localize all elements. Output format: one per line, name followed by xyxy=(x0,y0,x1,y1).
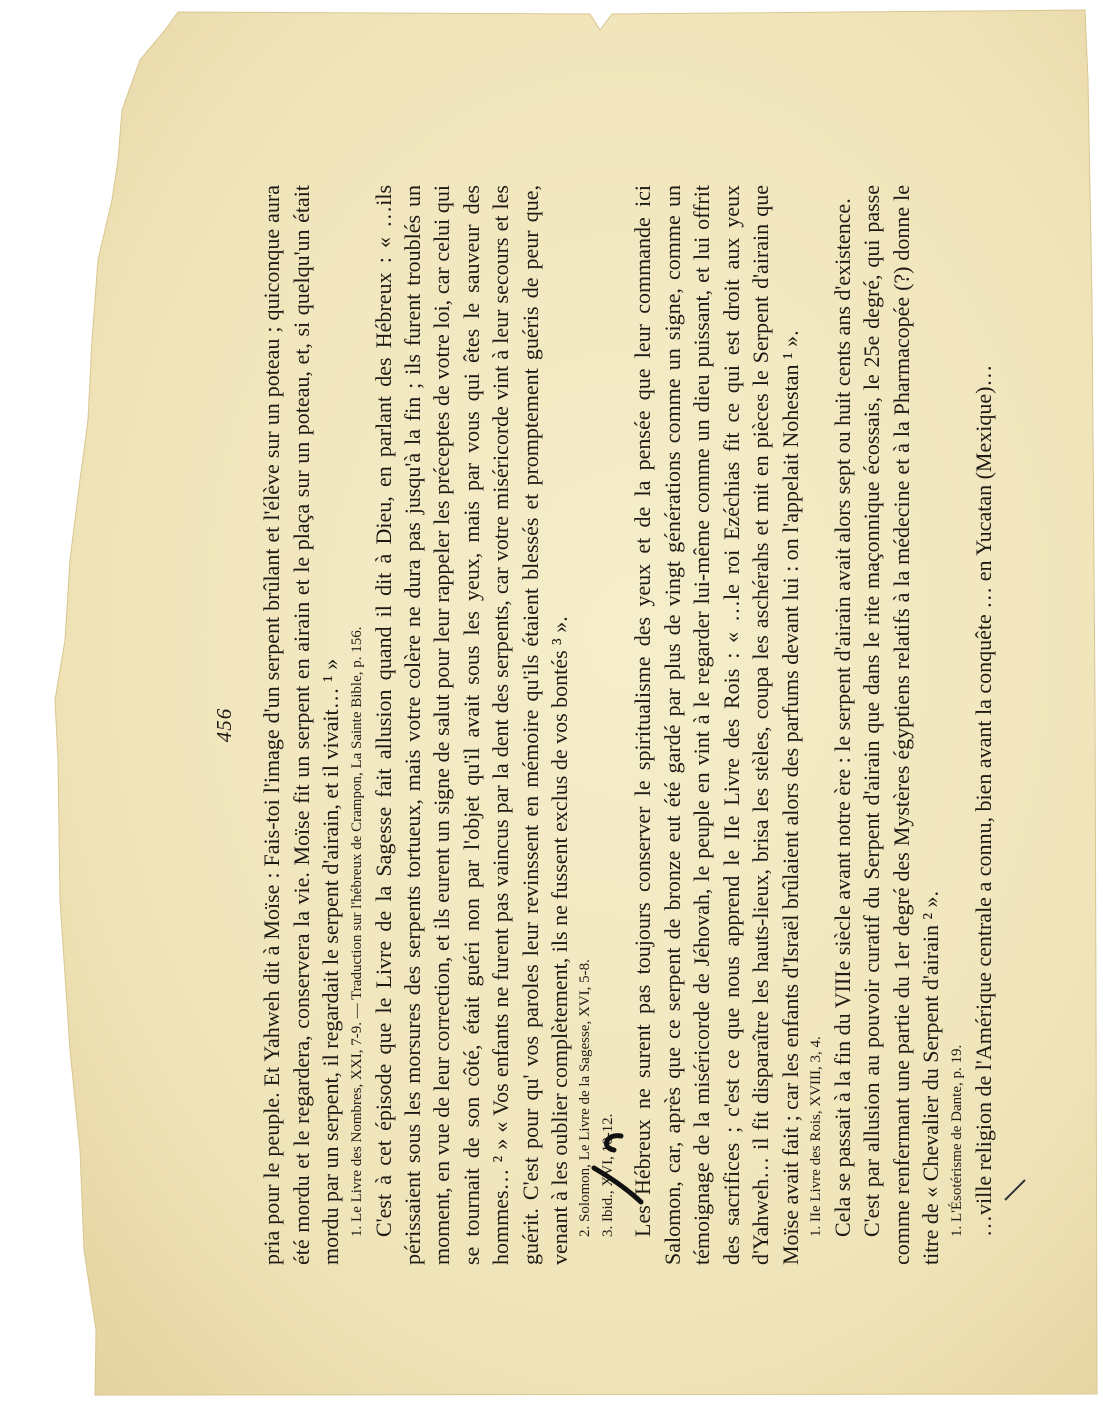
paragraph-1: pria pour le peuple. Et Yahweh dit à Moïse : Fais-toi l'image d'un serpent brûlant et l'élève sur un poteau ; quiconque aura été mordu et le regardera, conservera la vie. Moïse fit un serpent en airain et le plaça sur un poteau, et, si quelqu'un était mordu par un serpent, il regardait le serpent d'airain, et il vivait… ¹ » xyxy=(259,185,344,1265)
footnote-1: 1. Le Livre des Nombres, XXI, 7-9. — Traduction sur l'hébreux de Crampon, La Sainte Bible, p. 156. xyxy=(348,626,365,1237)
page-number: 456 xyxy=(212,707,236,743)
footnote-2: 2. Solomon, Le Livre de la Sagesse, XVI, 5-8. xyxy=(577,959,594,1237)
footnote-5: 1. L'Ésotérisme de Dante, p. 19. xyxy=(948,1044,965,1237)
paragraph-3: Les Hébreux ne surent pas toujours conserver le spiritualisme des yeux et de la pensée que leur commande ici Salomon, car, après que ce serpent de bronze eut été gardé par plus de vingt générations comme un signe, comme un témoignage de la miséricorde de Jéhovah, le peuple en vint à le regarder lui-même comme un dieu puissant, et lui offrit des sacrifices ; c'est ce que nous apprend le IIe Livre des Rois : « …le roi Ezéchias fit ce qui est droit aux yeux d'Yahweh… il fit disparaître les hauts-lieux, brisa les stèles, coupa les aschérahs et mit en pièces le Serpent d'airain que Moïse avait fait ; car les enfants d'Israël brûlaient alors des parfums devant lui : on l'appelait Nohestan ¹ ». xyxy=(630,185,803,1265)
footnote-3: 3. Ibid., XVI, 10-12. xyxy=(600,1113,617,1237)
paragraph-6: …ville religion de l'Amérique centrale a connu, bien avant la conquête … en Yucatan (Mexique)… xyxy=(970,364,996,1237)
paragraph-2: C'est à cet épisode que le Livre de la Sagesse fait allusion quand il dit à Dieu, en parlant des Hébreux : « …ils périssaient sous les morsures des serpents tortueux, mais votre colère ne dura pas jusqu'à la fin ; ils furent troublés un moment, en vue de leur correction, et ils eurent un signe de salut pour leur rappeler les préceptes de votre loi, car celui qui se tournait de son côté, était guéri non par l'objet qu'il avait sous les yeux, mais par vous qui êtes le sauveur des hommes… ² » « Vos enfants ne furent pas vaincus par la dent des serpents, car votre miséricorde vint à leur secours et les guérit. C'est pour qu' vos paroles leur revinssent en mémoire qu'ils étaient blessés et promptement guéris de peur que, venant à les oublier complètement, ils ne fussent exclus de vos bontés ³ ». xyxy=(370,185,573,1265)
paragraph-4: Cela se passait à la fin du VIIIe siècle avant notre ère : le serpent d'airain avait alors sept ou huit cents ans d'existence. xyxy=(829,198,855,1237)
paragraph-5: C'est par allusion au pouvoir curatif du Serpent d'airain que dans le rite maçonnique écossais, le 25e degré, qui passe comme renfermant une partie du 1er degré des Mystères égyptiens relatifs à la médecine et à la Pharmacopée (?) donne le titre de « Chevalier du Serpent d'airain ² ». xyxy=(859,185,944,1265)
handwritten-ink-mark xyxy=(586,1128,646,1208)
pencil-mark xyxy=(1000,1175,1030,1205)
footnote-4: 1. IIe Livre des Rois, XVIII, 3, 4. xyxy=(807,1036,824,1237)
rotated-text-block xyxy=(210,185,998,1265)
